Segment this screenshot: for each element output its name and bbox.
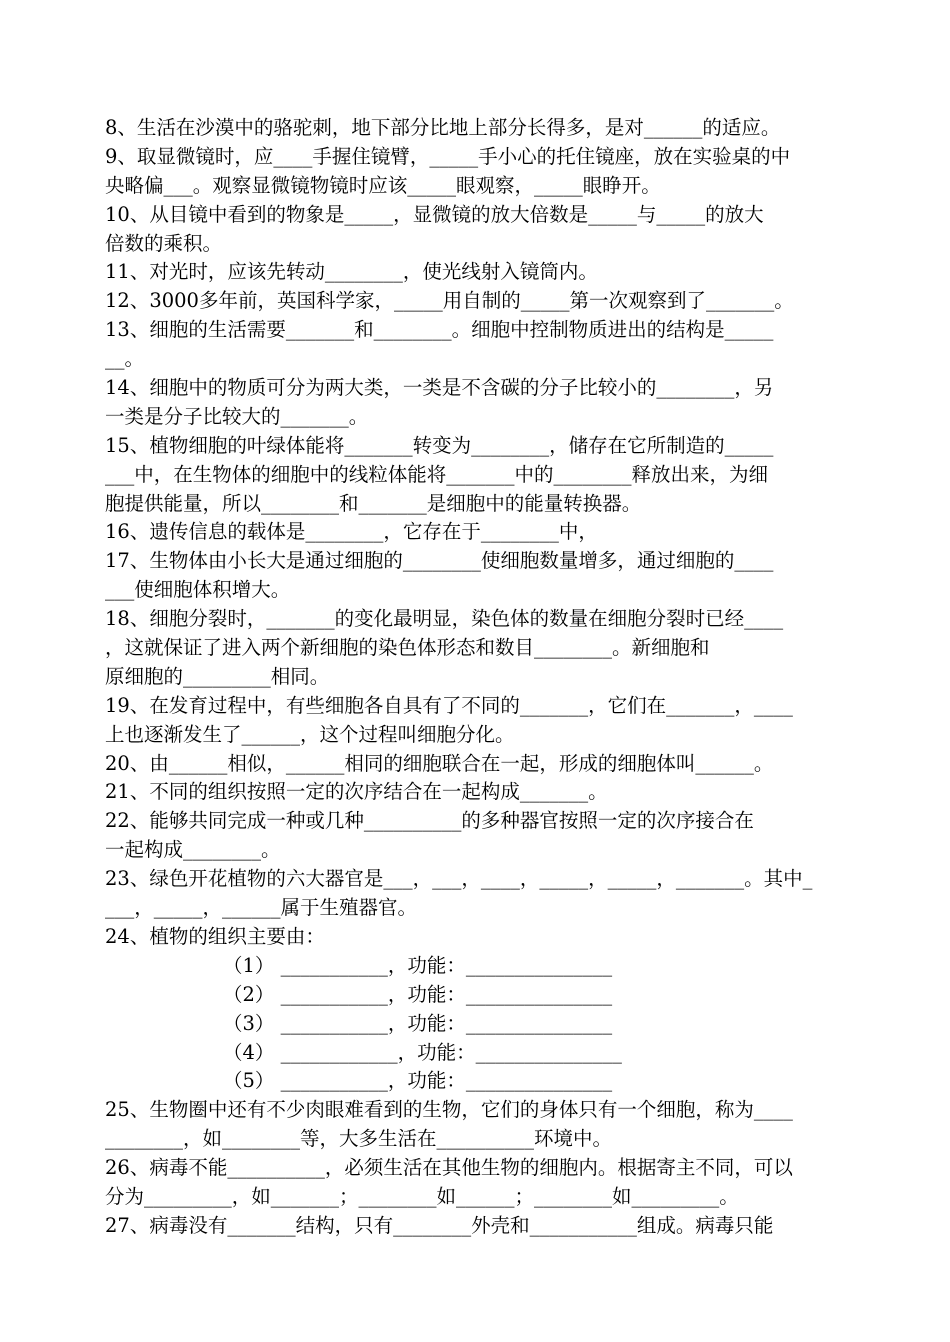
question-14-cont: 一类是分子比较大的_______。 bbox=[105, 404, 369, 428]
question-17-cont: ___使细胞体积增大。 bbox=[105, 578, 291, 602]
question-25: 25、生物圈中还有不少肉眼难看到的生物，它们的身体只有一个细胞，称为____ bbox=[105, 1098, 793, 1122]
question-18-cont: ，这就保证了进入两个新细胞的染色体形态和数目________。新细胞和 bbox=[105, 636, 710, 660]
question-9: 9、取显微镜时，应____手握住镜臂，_____手小心的托住镜座，放在实验桌的中 bbox=[105, 144, 791, 168]
question-17: 17、生物体由小长大是通过细胞的________使细胞数量增多，通过细胞的____ bbox=[105, 549, 774, 573]
question-11: 11、对光时，应该先转动________，使光线射入镜筒内。 bbox=[105, 260, 598, 284]
question-15: 15、植物细胞的叶绿体能将_______转变为________，储存在它所制造的_____ bbox=[105, 433, 774, 457]
question-20: 20、由______相似，______相同的细胞联合在一起，形成的细胞体叫______。 bbox=[105, 751, 774, 775]
question-10-cont: 倍数的乘积。 bbox=[105, 231, 223, 255]
question-8: 8、生活在沙漠中的骆驼刺，地下部分比地上部分长得多，是对______的适应。 bbox=[105, 116, 781, 139]
question-23-cont: ___，_____，______属于生殖器官。 bbox=[105, 896, 418, 920]
question-25-cont: ________，如________等，大多生活在__________环境中。 bbox=[105, 1127, 613, 1151]
question-19-cont: 上也逐渐发生了______，这个过程叫细胞分化。 bbox=[105, 722, 515, 746]
question-16: 16、遗传信息的载体是________，它存在于________中， bbox=[105, 520, 598, 544]
question-22-cont: 一起构成________。 bbox=[105, 838, 281, 862]
question-18: 18、细胞分裂时，_______的变化最明显，染色体的数量在细胞分裂时已经____ bbox=[105, 607, 784, 631]
question-26: 26、病毒不能__________，必须生活在其他生物的细胞内。根据寄主不同，可以 bbox=[105, 1156, 793, 1180]
question-21: 21、不同的组织按照一定的次序结合在一起构成_______。 bbox=[105, 780, 608, 804]
question-15-cont-2: 胞提供能量，所以________和_______是细胞中的能量转换器。 bbox=[105, 491, 642, 515]
question-12: 12、3000多年前，英国科学家，_____用自制的_____第一次观察到了_______。 bbox=[105, 289, 794, 313]
question-24-item-1: （1） ___________，功能：_______________ bbox=[223, 953, 613, 977]
question-19: 19、在发育过程中，有些细胞各自具有了不同的_______，它们在_______，____ bbox=[105, 693, 793, 717]
worksheet-page bbox=[105, 114, 847, 1241]
question-18-cont-2: 原细胞的_________相同。 bbox=[105, 664, 330, 688]
question-24: 24、植物的组织主要由： bbox=[105, 924, 325, 948]
question-24-item-4: （4） ____________，功能：_______________ bbox=[223, 1040, 622, 1064]
question-10: 10、从目镜中看到的物象是_____，显微镜的放大倍数是_____与_____的放大 bbox=[105, 202, 764, 226]
question-9-cont: 央略偏___。观察显微镜物镜时应该_____眼观察，_____眼睁开。 bbox=[105, 173, 661, 197]
question-14: 14、细胞中的物质可分为两大类，一类是不含碳的分子比较小的________，另 bbox=[105, 376, 774, 400]
question-26-cont: 分为_________，如_______；________如______；________如_________。 bbox=[105, 1184, 739, 1208]
question-13-cont: __。 bbox=[105, 347, 145, 371]
question-24-item-2: （2） ___________，功能：_______________ bbox=[223, 982, 613, 1006]
question-23: 23、绿色开花植物的六大器官是___，___，____，_____，_____，_______。其中_ bbox=[105, 867, 813, 891]
question-24-item-5: （5） ___________，功能：_______________ bbox=[223, 1069, 613, 1093]
question-15-cont: ___中，在生物体的细胞中的线粒体能将_______中的________释放出来，为细 bbox=[105, 462, 769, 486]
question-27: 27、病毒没有_______结构，只有________外壳和___________组成。病毒只能 bbox=[105, 1213, 774, 1237]
question-24-item-3: （3） ___________，功能：_______________ bbox=[223, 1011, 613, 1035]
question-13: 13、细胞的生活需要_______和________。细胞中控制物质进出的结构是_____ bbox=[105, 318, 774, 342]
question-22: 22、能够共同完成一种或几种__________的多种器官按照一定的次序接合在 bbox=[105, 809, 754, 833]
